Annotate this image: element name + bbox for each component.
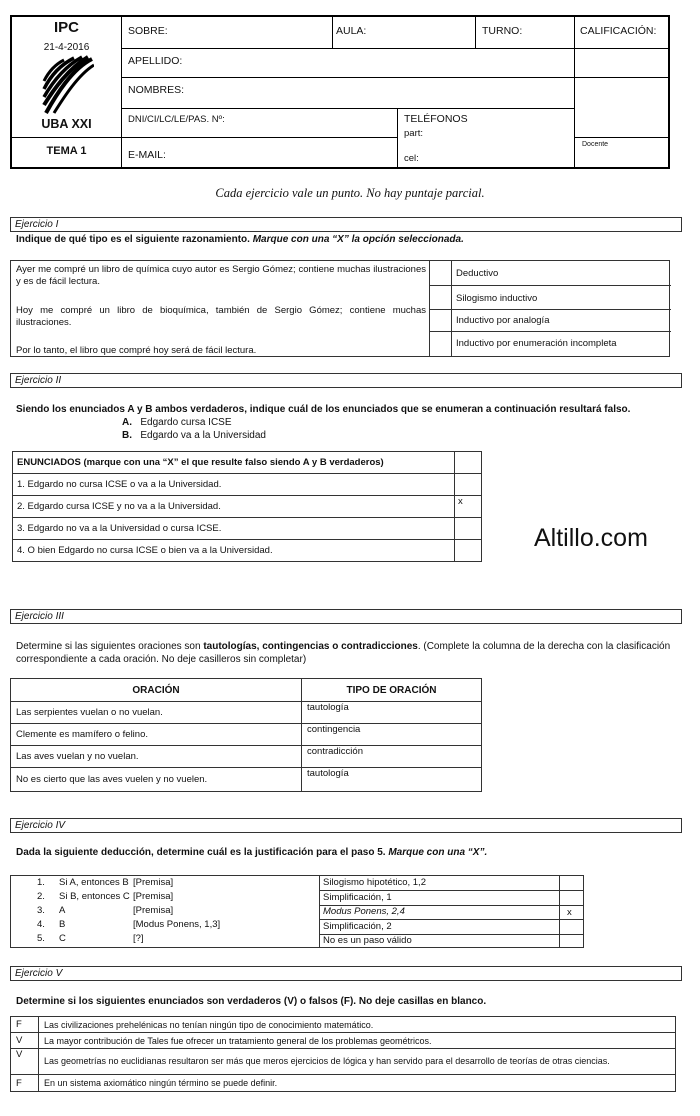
table-row — [11, 1075, 676, 1092]
aula-field[interactable]: AULA: — [336, 25, 367, 37]
table-row — [11, 1049, 676, 1075]
ejercicio-1-title: Ejercicio I — [10, 217, 682, 232]
table-row — [13, 540, 482, 562]
option-inductivo-analogia[interactable]: Inductivo por analogía — [456, 315, 550, 326]
step-number: 2. — [37, 891, 45, 902]
option-deductivo[interactable]: Deductivo — [456, 268, 499, 279]
tipo-cell[interactable]: tautología — [302, 768, 482, 792]
enunciado-text: 1. Edgardo no cursa ICSE o va a la Universidad. — [13, 474, 455, 496]
ejercicio-3-instructions: Determine si las siguientes oraciones son tautologías, contingencias o contradicciones. (Complete la columna de la derecha con la clasificación correspondiente a cada oración. No deje casilleros sin completar) — [16, 641, 671, 665]
statement-text: La mayor contribución de Tales fue ofrecer un tratamiento general de los problemas geométricos. — [39, 1033, 676, 1049]
step-justification: [Premisa] — [133, 905, 174, 916]
uba-logo-icon — [42, 55, 94, 115]
tema-label: TEMA 1 — [46, 145, 87, 157]
step-justification: [?] — [133, 933, 144, 944]
uba-label: UBA XXI — [41, 117, 92, 131]
oracion-header: ORACIÓN — [11, 679, 302, 702]
email-field[interactable]: E-MAIL: — [128, 149, 166, 161]
mark-cell[interactable] — [455, 518, 482, 540]
option-text[interactable]: No es un paso válido — [323, 935, 412, 946]
truth-value-cell[interactable]: V — [11, 1033, 39, 1049]
apellido-field[interactable]: APELLIDO: — [128, 55, 183, 67]
truth-value-cell[interactable]: F — [11, 1075, 39, 1092]
altillo-watermark: Altillo.com — [534, 524, 648, 552]
ejercicio-3-title: Ejercicio III — [10, 609, 682, 624]
ejercicio-4-title: Ejercicio IV — [10, 818, 682, 833]
ejercicio-2-instructions: Siendo los enunciados A y B ambos verdaderos, indique cuál de los enunciados que se enumeran a continuación resultará falso. — [16, 404, 631, 415]
statement-text: En un sistema axiomático ningún término se puede definir. — [39, 1075, 676, 1092]
option-text[interactable]: Silogismo hipotético, 1,2 — [323, 877, 426, 888]
tipo-cell[interactable]: tautología — [302, 702, 482, 724]
step-formula: A — [59, 905, 66, 916]
tipo-header: TIPO DE ORACIÓN — [302, 679, 482, 702]
exam-subtitle: Cada ejercicio vale un punto. No hay puntaje parcial. — [215, 186, 485, 200]
table-row — [13, 518, 482, 540]
step-justification: [Premisa] — [133, 877, 174, 888]
ejercicio-4-table — [10, 875, 584, 948]
turno-field[interactable]: TURNO: — [482, 25, 523, 37]
step-justification: [Modus Ponens, 1,3] — [133, 919, 221, 930]
enunciado-text: 4. O bien Edgardo no cursa ICSE o bien va a la Universidad. — [13, 540, 455, 562]
oracion-text: Clemente es mamífero o felino. — [11, 724, 302, 746]
ejercicio-5-instructions: Determine si los siguientes enunciados son verdaderos (V) o falsos (F). No deje casillas en blanco. — [16, 996, 487, 1007]
calificacion-field[interactable]: CALIFICACIÓN: — [580, 25, 657, 37]
telefonos-label: TELÉFONOS — [404, 113, 468, 125]
table-row — [11, 768, 482, 792]
step-formula: Si B, entonces C — [59, 891, 130, 902]
table-row — [11, 1017, 676, 1033]
sobre-field[interactable]: SOBRE: — [128, 25, 168, 37]
tipo-cell[interactable]: contingencia — [302, 724, 482, 746]
mark-header — [455, 452, 482, 474]
step-number: 1. — [37, 877, 45, 888]
table-row — [11, 746, 482, 768]
option-text[interactable]: Modus Ponens, 2,4 — [323, 906, 405, 917]
cel-field[interactable]: cel: — [404, 153, 419, 164]
ejercicio-5-table — [10, 1016, 676, 1092]
option-inductivo-enumeracion[interactable]: Inductivo por enumeración incompleta — [456, 338, 617, 349]
ejercicio-1-table — [10, 260, 670, 357]
part-field[interactable]: part: — [404, 128, 424, 139]
table-row — [13, 496, 482, 518]
step-justification: [Premisa] — [133, 891, 174, 902]
exam-date: 21-4-2016 — [43, 42, 90, 53]
exam-header — [10, 15, 670, 169]
docente-field[interactable]: Docente — [582, 141, 609, 148]
step-number: 4. — [37, 919, 45, 930]
ejercicio-2-table — [12, 451, 482, 562]
statement-b: B. Edgardo va a la Universidad — [122, 430, 266, 441]
table-row — [13, 474, 482, 496]
ejercicio-1-instructions: Indique de qué tipo es el siguiente razonamiento. Marque con una “X” la opción seleccionada. — [16, 234, 464, 245]
nombres-field[interactable]: NOMBRES: — [128, 84, 185, 96]
oracion-text: Las aves vuelan y no vuelan. — [11, 746, 302, 768]
conclusion: Por lo tanto, el libro que compré hoy será de fácil lectura. — [16, 345, 257, 356]
dni-field[interactable]: DNI/CI/LC/LE/PAS. Nº: — [128, 114, 225, 125]
enunciado-text: 2. Edgardo cursa ICSE y no va a la Universidad. — [13, 496, 455, 518]
ejercicio-2-title: Ejercicio II — [10, 373, 682, 388]
truth-value-cell[interactable]: V — [11, 1049, 39, 1075]
step-formula: C — [59, 933, 66, 944]
enunciado-text: 3. Edgardo no va a la Universidad o cursa ICSE. — [13, 518, 455, 540]
enunciados-header: ENUNCIADOS (marque con una “X” el que resulte falso siendo A y B verdaderos) — [13, 452, 455, 474]
statement-a: A. Edgardo cursa ICSE — [122, 417, 232, 428]
truth-value-cell[interactable]: F — [11, 1017, 39, 1033]
mark-cell[interactable] — [455, 474, 482, 496]
ejercicio-3-table — [10, 678, 482, 792]
oracion-text: Las serpientes vuelan o no vuelan. — [11, 702, 302, 724]
table-row — [11, 1033, 676, 1049]
tipo-cell[interactable]: contradicción — [302, 746, 482, 768]
step-number: 5. — [37, 933, 45, 944]
step-formula: Si A, entonces B — [59, 877, 129, 888]
premise-2: Hoy me compré un libro de bioquímica, también de Sergio Gómez; contiene muchas ilustraciones. — [16, 305, 426, 328]
step-number: 3. — [37, 905, 45, 916]
table-row — [11, 724, 482, 746]
ejercicio-5-title: Ejercicio V — [10, 966, 682, 981]
ejercicio-4-instructions: Dada la siguiente deducción, determine cuál es la justificación para el paso 5. Marque con una “X”. — [16, 847, 488, 858]
option-silogismo-inductivo[interactable]: Silogismo inductivo — [456, 293, 538, 304]
table-row — [11, 702, 482, 724]
step-formula: B — [59, 919, 66, 930]
mark-cell[interactable] — [455, 540, 482, 562]
ipc-label: IPC — [53, 19, 79, 36]
option-text[interactable]: Simplificación, 2 — [323, 921, 392, 932]
statement-text: Las geometrías no euclidianas resultaron ser más que meros ejercicios de lógica y han servido para el desarrollo de teorías de otras ciencias. — [39, 1049, 676, 1075]
option-text[interactable]: Simplificación, 1 — [323, 892, 392, 903]
mark-cell[interactable]: x — [567, 907, 572, 918]
oracion-text: No es cierto que las aves vuelen y no vuelen. — [11, 768, 302, 792]
premise-1: Ayer me compré un libro de química cuyo autor es Sergio Gómez; contiene muchas ilustraciones y es de fácil lectura. — [16, 264, 426, 287]
statement-text: Las civilizaciones prehelénicas no tenían ningún tipo de conocimiento matemático. — [39, 1017, 676, 1033]
mark-cell[interactable]: x — [455, 496, 482, 518]
